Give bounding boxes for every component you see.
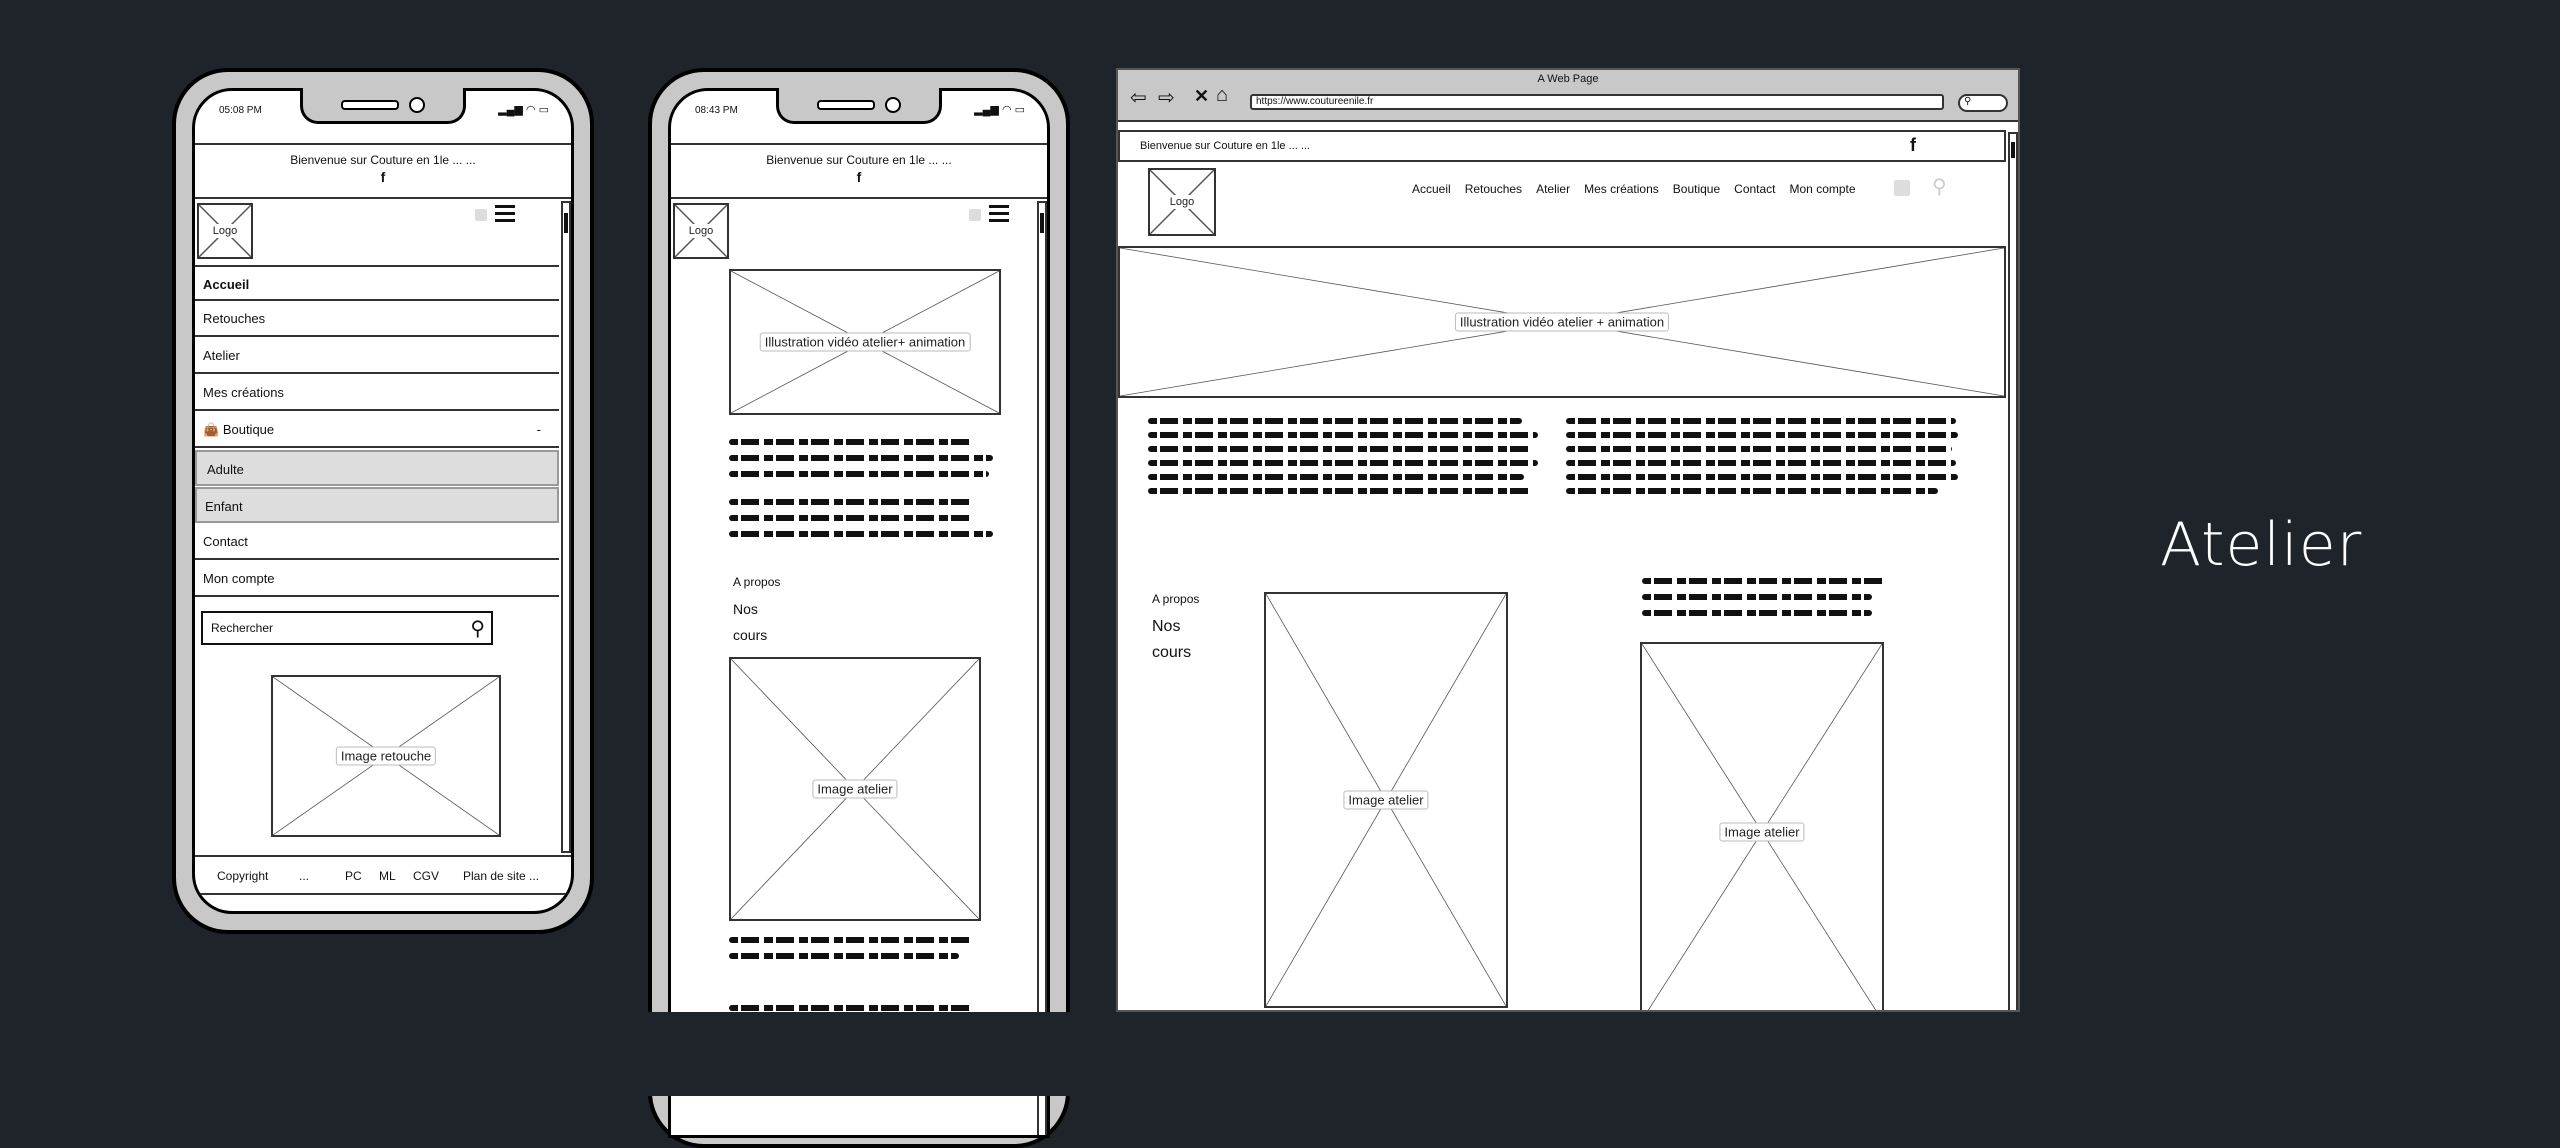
scrollbar[interactable] [2008, 132, 2018, 1012]
phone-notch [776, 88, 942, 124]
status-icons: ▂▄▆ ◠ ▭ [974, 104, 1025, 116]
url-bar[interactable] [1250, 94, 1944, 110]
menu-item-label: Atelier [203, 348, 240, 363]
footer-link-plan[interactable]: Plan de site ... [463, 869, 540, 883]
welcome-text: Bienvenue sur Couture en 1le ... ... [1140, 140, 1310, 152]
video-label: Illustration vidéo atelier+ animation [760, 333, 971, 352]
text-line [1566, 446, 1952, 452]
nav-link-mes-creations[interactable]: Mes créations [1584, 182, 1659, 196]
menu-item-label: Retouches [203, 311, 266, 326]
menu-item-label: Contact [203, 534, 248, 549]
nav-link-atelier[interactable]: Atelier [1536, 182, 1571, 196]
main-nav [1398, 182, 1856, 196]
phone-notch [300, 88, 466, 124]
welcome-banner [1118, 130, 2006, 162]
image-atelier-placeholder [1264, 592, 1508, 1008]
text-line [729, 471, 989, 477]
image-label: Image atelier [812, 780, 897, 799]
text-line [729, 499, 973, 505]
collapse-toggle[interactable]: - [536, 422, 541, 437]
footer-copyright: Copyright [217, 869, 269, 883]
logo[interactable] [197, 203, 253, 259]
search-icon: ⚲ [1964, 96, 1972, 107]
cours-label: cours [733, 627, 768, 643]
browser-title: A Web Page [1537, 73, 1599, 85]
menu-item-label: Mon compte [203, 571, 275, 586]
image-atelier-placeholder-2 [1640, 642, 1884, 1012]
cart-icon[interactable] [969, 209, 981, 221]
menu-item-label: Boutique [222, 422, 275, 437]
browser-search-field[interactable] [1958, 94, 2008, 112]
submenu-item-adulte[interactable] [195, 450, 559, 486]
menu-item-retouches[interactable] [195, 301, 559, 337]
scrollbar[interactable] [561, 201, 571, 853]
phone-screen [668, 88, 1050, 1138]
text-line [1148, 446, 1532, 452]
footer-link-cgv[interactable]: CGV [413, 869, 440, 883]
menu-item-label: Accueil [203, 277, 250, 292]
forward-icon[interactable]: ⇨ [1158, 87, 1175, 109]
page-heading: Atelier [2160, 510, 2363, 580]
nav-link-boutique[interactable]: Boutique [1672, 182, 1721, 196]
text-line [729, 439, 973, 445]
welcome-text: Bienvenue sur Couture en 1le ... ... [766, 153, 952, 167]
cart-icon[interactable] [1894, 180, 1910, 196]
search-icon[interactable]: ⚲ [1932, 176, 1947, 198]
cours-label: cours [1152, 644, 1192, 661]
footer-link-ml[interactable]: ML [379, 869, 396, 883]
apropos-label: A propos [733, 575, 781, 589]
logo-label: Logo [1166, 195, 1198, 209]
apropos-label: A propos [1152, 592, 1200, 606]
facebook-icon[interactable]: f [856, 169, 862, 185]
nos-label: Nos [1152, 618, 1181, 635]
facebook-icon[interactable]: f [1910, 135, 1916, 155]
hero-video-placeholder[interactable] [1118, 246, 2006, 398]
text-line [1566, 418, 1956, 424]
welcome-text: Bienvenue sur Couture en 1le ... ... [290, 153, 476, 167]
text-line [1566, 432, 1958, 438]
footer [195, 855, 571, 895]
text-line [1642, 594, 1872, 600]
status-time: 05:08 PM [219, 105, 262, 116]
image-label: Image atelier [1719, 823, 1804, 842]
image-label: Image retouche [336, 747, 436, 766]
menu-item-boutique[interactable] [195, 412, 559, 448]
footer-link-pc[interactable]: PC [345, 869, 362, 883]
bottom-band [0, 1012, 2560, 1096]
welcome-banner [671, 143, 1047, 199]
text-line [729, 515, 973, 521]
search-icon[interactable]: ⚲ [470, 618, 485, 640]
image-atelier-placeholder [729, 657, 981, 921]
back-icon[interactable]: ⇦ [1130, 87, 1147, 109]
footer-ellipsis: ... [299, 869, 310, 883]
search-input[interactable] [201, 611, 493, 645]
text-line [1148, 474, 1524, 480]
text-line [729, 455, 993, 461]
phone-screen [192, 88, 574, 914]
menu-item-label: Mes créations [203, 385, 284, 400]
submenu-item-enfant[interactable] [195, 487, 559, 523]
menu-item-accueil[interactable] [195, 265, 559, 301]
text-line [729, 531, 993, 537]
menu-item-label: Adulte [207, 462, 244, 477]
image-label: Image atelier [1343, 791, 1428, 810]
text-line [729, 937, 973, 943]
url-text: https://www.coutureenile.fr [1256, 96, 1374, 107]
nav-link-accueil[interactable]: Accueil [1412, 182, 1451, 196]
text-line [1566, 460, 1956, 466]
image-retouche-placeholder [271, 675, 501, 837]
logo-label: Logo [685, 224, 717, 238]
logo-label: Logo [209, 224, 241, 238]
phone-mockup-atelier [648, 68, 1070, 1148]
scrollbar[interactable] [1037, 201, 1047, 1138]
hamburger-menu-icon[interactable] [989, 205, 1009, 222]
welcome-banner [195, 143, 571, 199]
status-time: 08:43 PM [695, 105, 738, 116]
text-line [729, 1005, 973, 1011]
text-line [1566, 488, 1938, 494]
menu-item-contact[interactable] [195, 524, 559, 560]
video-placeholder[interactable] [729, 269, 1001, 415]
cart-icon[interactable] [475, 209, 487, 221]
text-line [1148, 488, 1532, 494]
menu-item-label: Enfant [205, 499, 243, 514]
facebook-icon[interactable]: f [380, 169, 386, 185]
menu-item-mon-compte[interactable] [195, 561, 559, 597]
phone-mockup-menu [172, 68, 594, 934]
text-line [1148, 418, 1522, 424]
logo[interactable] [1148, 168, 1216, 236]
status-icons: ▂▄▆ ◠ ▭ [498, 104, 549, 116]
menu-item-atelier[interactable] [195, 338, 559, 374]
hero-label: Illustration vidéo atelier + animation [1455, 313, 1669, 332]
text-line [1642, 610, 1872, 616]
nav-link-mon-compte[interactable]: Mon compte [1789, 182, 1856, 196]
nav-link-retouches[interactable]: Retouches [1464, 182, 1523, 196]
nav-link-contact[interactable]: Contact [1734, 182, 1776, 196]
nos-label: Nos [733, 601, 758, 617]
search-placeholder: Rechercher [211, 621, 274, 635]
browser-chrome [1118, 70, 2018, 122]
text-line [1148, 432, 1538, 438]
text-line [729, 953, 959, 959]
hamburger-menu-icon[interactable] [495, 205, 515, 222]
shopping-bag-icon: 👜 [203, 422, 220, 437]
text-line [1566, 474, 1958, 480]
menu-item-mes-creations[interactable] [195, 375, 559, 411]
close-icon[interactable]: ✕ [1194, 86, 1210, 106]
browser-mockup [1116, 68, 2020, 1012]
text-line [1642, 578, 1886, 584]
home-icon[interactable]: ⌂ [1216, 84, 1229, 106]
logo[interactable] [673, 203, 729, 259]
text-line [1148, 460, 1538, 466]
